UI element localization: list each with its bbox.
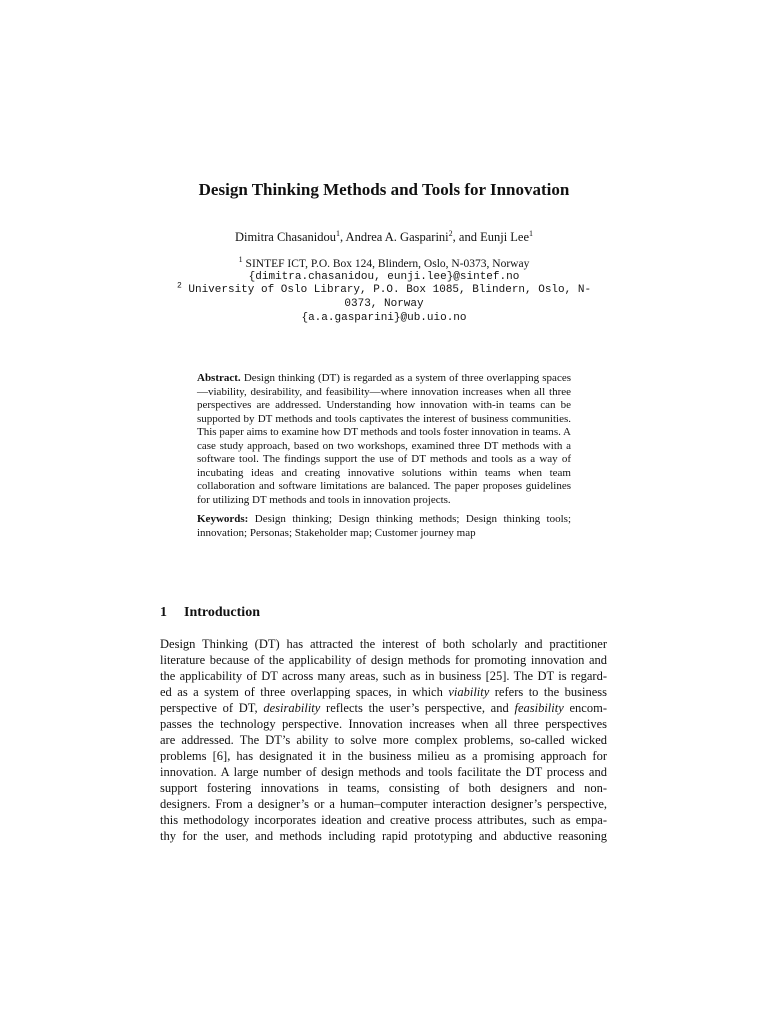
paper-title: Design Thinking Methods and Tools for Innovation bbox=[198, 180, 570, 199]
author-name: Eunji Lee bbox=[480, 230, 530, 244]
affiliation-line-continued: 0373, Norway bbox=[344, 298, 424, 310]
author-affiliation-mark: 2 bbox=[448, 228, 453, 238]
keywords-label: Keywords: bbox=[197, 513, 249, 525]
affiliation-mark: 2 bbox=[176, 281, 182, 291]
section-body bbox=[160, 636, 607, 844]
author-list: Dimitra Chasanidou$^1$, Andrea A. Gasparini$^2$, and Eunji Lee$^1$ bbox=[234, 228, 534, 244]
author-affiliation-mark: 1 bbox=[529, 228, 534, 238]
section-number: 1 bbox=[160, 605, 167, 620]
body-line: innovation. A large number of design methods and tools facilitate the DT process and bbox=[160, 765, 607, 779]
affiliation-text: University of Oslo Library, P.O. Box 1085, Blindern, Oslo, N- bbox=[188, 284, 592, 296]
abstract-text: Design thinking (DT) is regarded as a system of three overlapping spaces—viability, desirability, and feasibility—where innovation increases when all three perspectives are addressed. Understanding how innovation with-in teams can be supported by DT methods and tools captivates the interest of business communities. This paper aims to examine how DT methods and tools foster innovation in teams. A case study approach, based on two workshops, examined three DT methods with a software tool. The findings support the use of DT methods and tools as a way of incubating ideas and creating innovative solutions within teams when team collaboration and software limitations are balanced. The paper proposes guidelines for utilizing DT methods and tools in innovation projects. bbox=[197, 372, 571, 506]
author-name: Andrea A. Gasparini bbox=[345, 230, 449, 244]
abstract-label: Abstract. bbox=[197, 372, 241, 384]
body-line: passes the technology perspective. Innovation increases when all three perspectives bbox=[160, 717, 607, 731]
author-affiliation-mark: 1 bbox=[335, 228, 340, 238]
body-text-segment: reflects the user’s perspective, and bbox=[320, 701, 515, 715]
body-line: are addressed. The DT’s ability to solve more complex problems, so-called wicked bbox=[160, 733, 607, 747]
affiliation-mark: 1 bbox=[238, 255, 243, 265]
body-line: designers. From a designer’s or a human–computer interaction designer’s perspective, bbox=[160, 797, 607, 811]
body-line bbox=[160, 700, 607, 716]
body-line: thy for the user, and methods including rapid prototyping and abductive reasoning bbox=[160, 829, 607, 843]
body-line: problems [6], has designated it in the business milieu as a promising approach for bbox=[160, 749, 607, 763]
keywords-text: Design thinking; Design thinking methods; Design thinking tools; innovation; Personas; Stakeholder map; Customer journey map bbox=[197, 513, 571, 539]
affiliation-text: SINTEF ICT, P.O. Box 124, Blindern, Oslo, N-0373, Norway bbox=[245, 258, 530, 270]
body-line: the applicability of DT across many areas, such as in business [25]. The DT is regard- bbox=[160, 669, 607, 683]
affiliation-line bbox=[0, 283, 768, 298]
body-line: this methodology incorporates ideation and creative process attributes, such as empa- bbox=[160, 813, 607, 827]
body-text-segment: perspective of DT, bbox=[160, 701, 264, 715]
emphasis-term: desirability bbox=[263, 701, 321, 715]
author-name: Dimitra Chasanidou bbox=[234, 230, 336, 244]
emphasis-term: viability bbox=[448, 685, 490, 699]
affiliation-email: {dimitra.chasanidou, eunji.lee}@sintef.no bbox=[248, 271, 520, 283]
body-line: support fostering innovations in teams, consisting of both designers and non- bbox=[160, 781, 607, 795]
body-text-segment: ed as a system of three overlapping spaces, in which bbox=[160, 685, 449, 699]
abstract-paragraph bbox=[197, 372, 571, 507]
body-line: literature because of the applicability of design methods for promoting innovation and bbox=[160, 653, 607, 667]
affiliation-email: {a.a.gasparini}@ub.uio.no bbox=[301, 312, 467, 324]
body-line: Design Thinking (DT) has attracted the interest of both scholarly and practitioner bbox=[160, 637, 607, 651]
section-title: Introduction bbox=[184, 605, 260, 620]
keywords-paragraph bbox=[197, 513, 571, 540]
body-text-segment: refers to the business bbox=[489, 685, 607, 699]
section-heading bbox=[160, 605, 260, 621]
emphasis-term: feasibility bbox=[514, 701, 564, 715]
body-text-segment: encom- bbox=[563, 701, 607, 715]
body-line bbox=[160, 684, 607, 700]
abstract-block bbox=[197, 372, 571, 540]
